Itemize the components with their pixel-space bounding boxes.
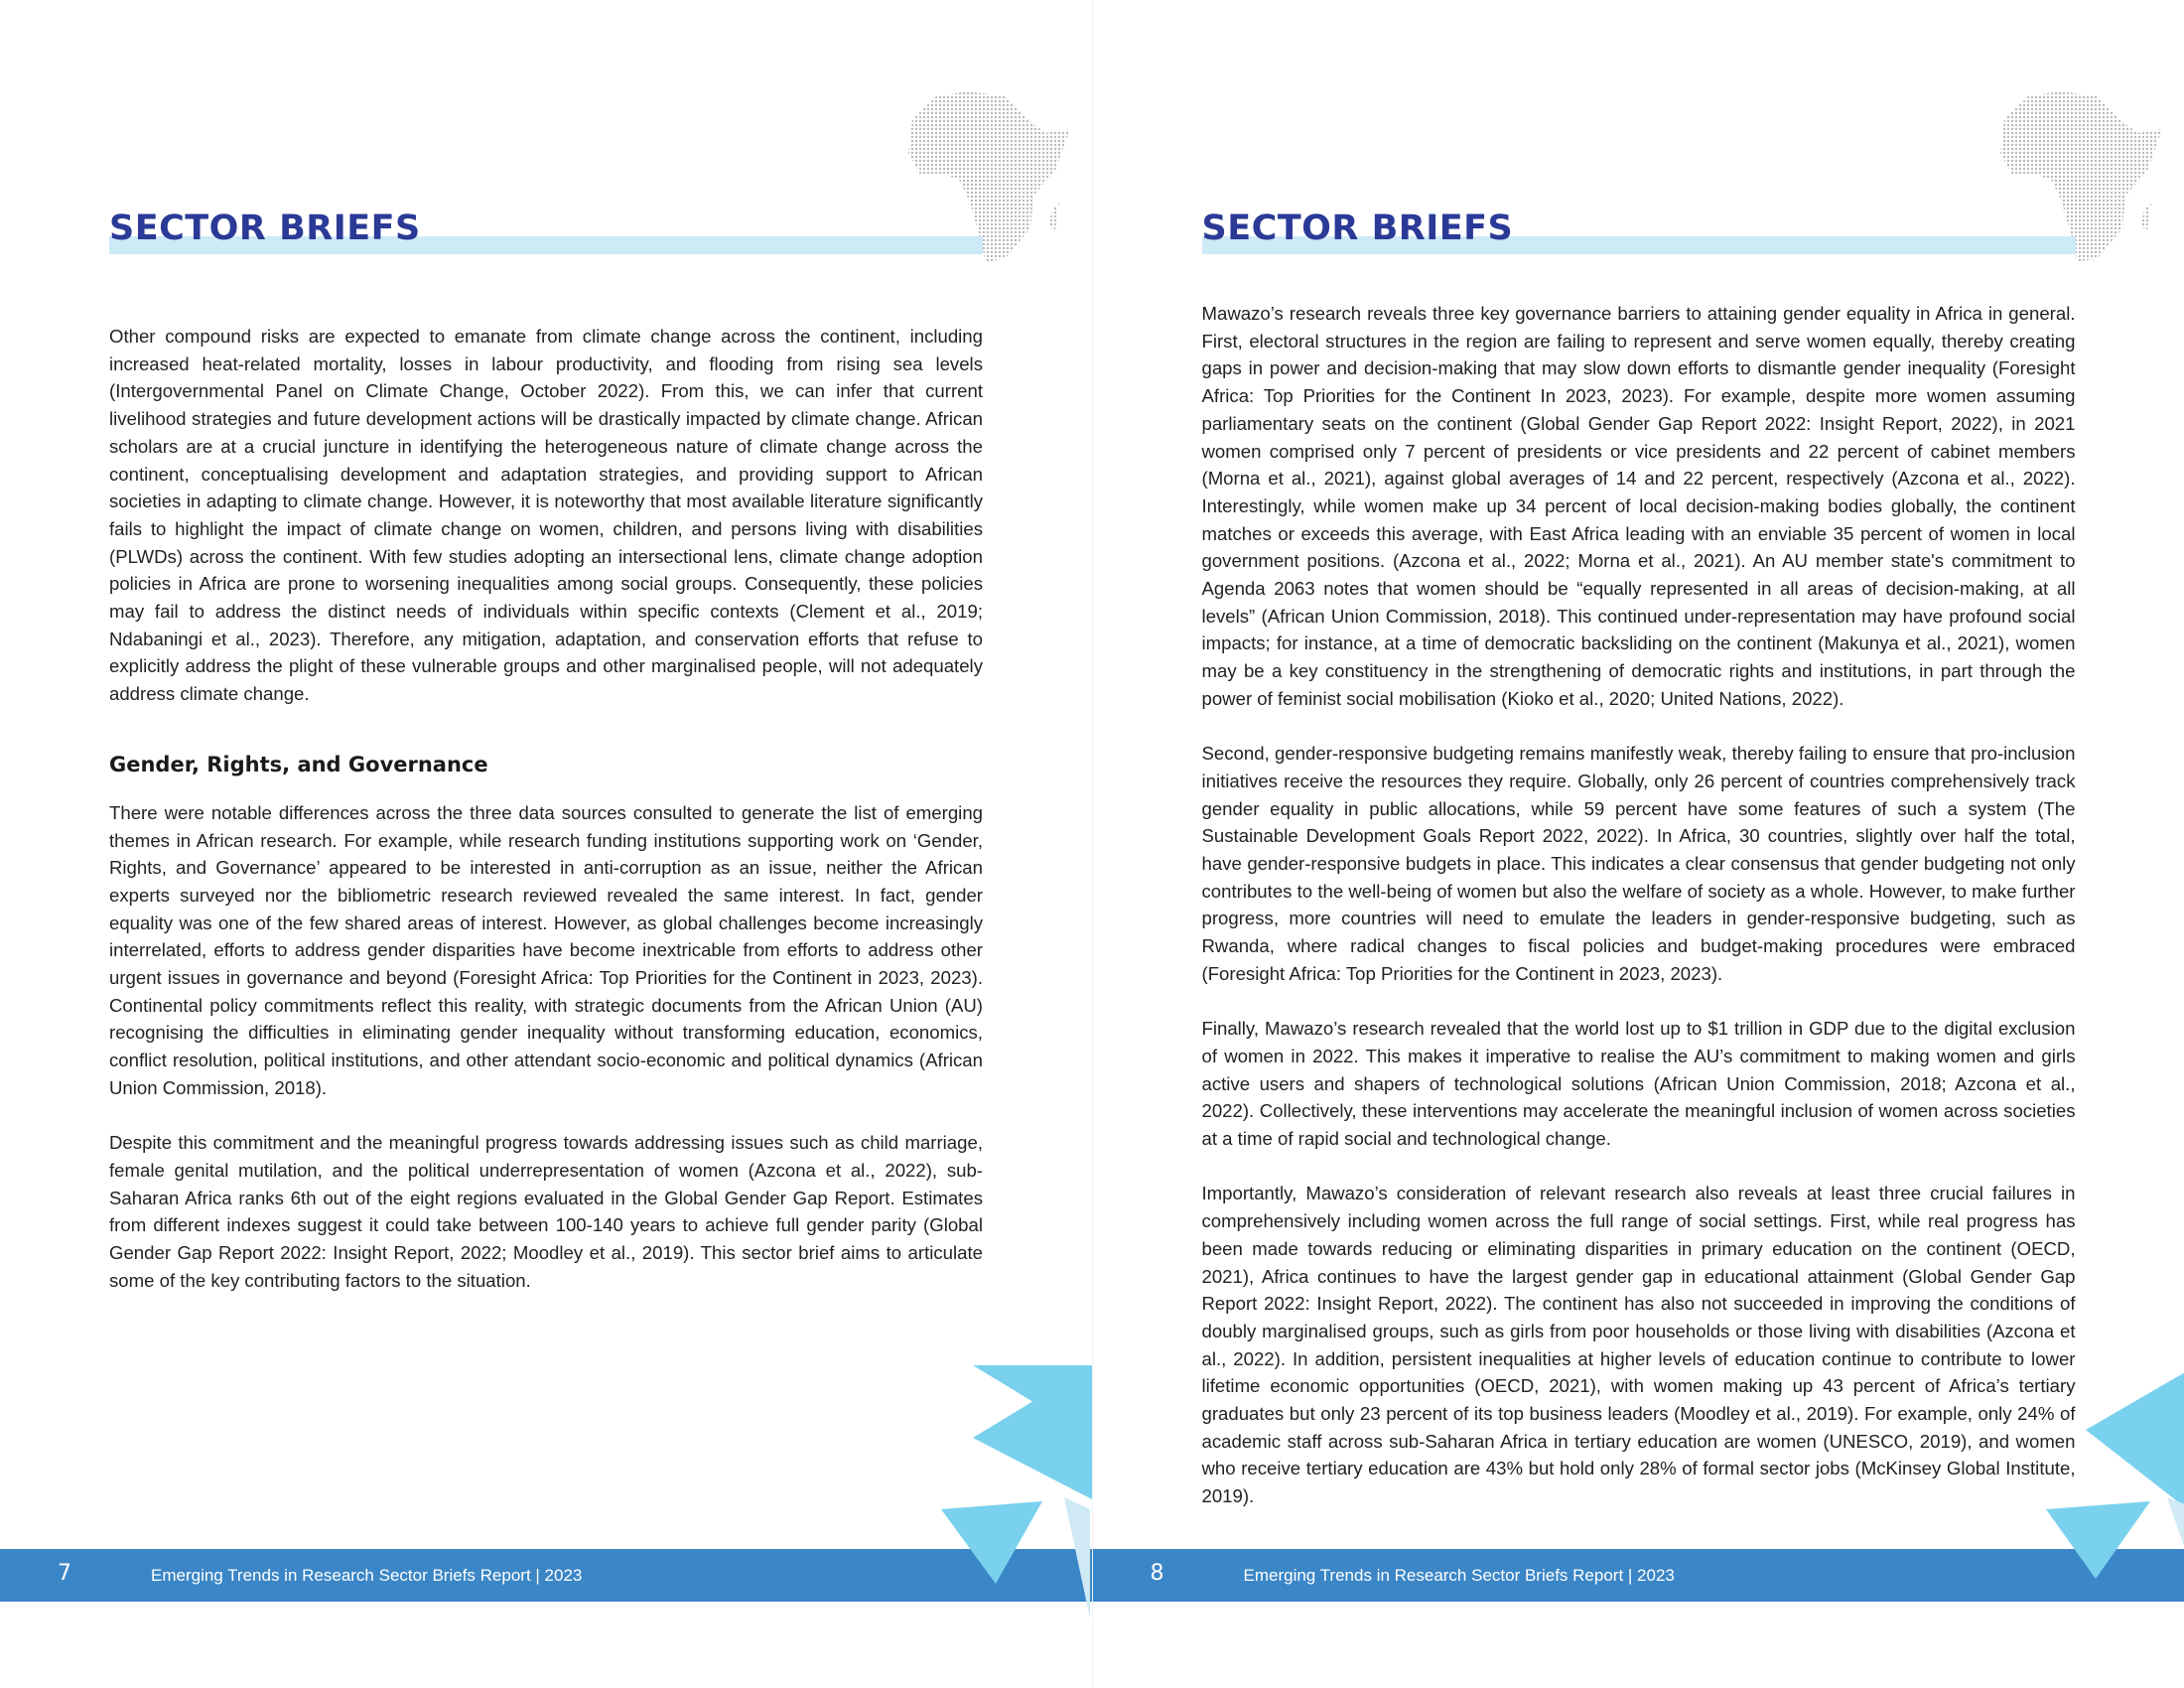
body-paragraph: Mawazo’s research reveals three key governance barriers to attaining gender equality in Africa in general. First, electoral structures in the region are failing to represent and serve women equally, thereby creating gaps in power and decision-making that may slow down efforts to dismantle gender inequality (Foresight Africa: Top Priorities for the Continent In 2023, 2023). For example, despite more women assuming parliamentary seats on the continent (Global Gender Gap Report 2022: Insight Report, 2022), in 2021 women comprised only 7 percent of presidents or vice presidents and 22 percent of cabinet members (Morna et al., 2021), against global averages of 14 and 22 percent, respectively (Azcona et al., 2022). Interestingly, while women make up 34 percent of local decision-making bodies globally, the continent matches or exceeds this average, with East Africa leading with an enviable 35 percent of women in local government positions. (Azcona et al., 2022; Morna et al., 2021). An AU member state's commitment to Agenda 2063 notes that women should be “equally represented in all areas of decision-making, at all levels” (African Union Commission, 2018). This continued under-representation may have profound social impacts; for instance, at a time of democratic backsliding on the continent (Makunya et al., 2021), women may be a key constituency in the strengthening of democratic rights and institutions, in part through the power of feminist social mobilisation (Kioko et al., 2020; United Nations, 2022). — [1201, 303, 2076, 709]
body-paragraph: Finally, Mawazo’s research revealed that the world lost up to $1 trillion in GDP due to the digital exclusion of women in 2022. This makes it imperative to realise the AU’s commitment to making women and girls active users and shapers of technological solutions (African Union Commission, 2018; Azcona et al., 2022). Collectively, these interventions may accelerate the meaningful inclusion of women across societies at a time of rapid social and technological change. — [1201, 1018, 2076, 1150]
body-paragraph: There were notable differences across the three data sources consulted to generate the list of emerging themes in African research. For example, while research funding institutions supporting work on ‘Gender, Rights, and Governance’ appeared to be interested in anti-corruption as an issue, neither the African experts surveyed nor the bibliometric research reviewed revealed the same interest. In fact, gender equality was one of the few shared areas of interest. However, as global challenges become increasingly interrelated, efforts to address gender disparities have become inextricable from efforts to address other urgent issues in governance and beyond (Foresight Africa: Top Priorities for the Continent in 2023, 2023). Continental policy commitments reflect this reality, with strategic documents from the African Union (AU) recognising the difficulties in eliminating gender inequality without transforming education, economics, conflict resolution, political institutions, and other attendant socio-economic and political dynamics (African Union Commission, 2018). — [109, 801, 983, 1098]
footer-text: Emerging Trends in Research Sector Briefs Report | 2023 — [1243, 1566, 1675, 1585]
body-paragraph: Other compound risks are expected to emanate from climate change across the continent, including increased heat-related mortality, losses in labour productivity, and flooding from rising sea levels (Intergovernmental Panel on Climate Change, October 2022). From this, we can infer that current livelihood strategies and future development actions will be drastically impacted by climate change. African scholars are at a crucial juncture in identifying the heterogeneous nature of climate change across the continent, conceptualising development and adaptation strategies, and providing support to African societies in adapting to climate change. However, it is noteworthy that most available literature significantly fails to highlight the impact of climate change on women, children, and persons living with disabilities (PLWDs) across the continent. With few studies adopting an intersectional lens, climate change adoption policies in Africa are prone to worsening inequalities among social groups. Consequently, these policies may fail to address the distinct needs of individuals within specific contexts (Clement et al., 2019; Ndabaningi et al., 2023). Therefore, any mitigation, adaptation, and conservation efforts that refuse to explicitly address the plight of these vulnerable groups and other marginalised people, will not adequately address climate change. — [109, 326, 983, 705]
section-title: SECTOR BRIEFS — [1201, 209, 1514, 248]
page-body — [1202, 300, 2076, 1538]
triangle-shape — [973, 1365, 1092, 1438]
footer-text: Emerging Trends in Research Sector Briefs Report | 2023 — [151, 1566, 583, 1585]
body-paragraph: Second, gender-responsive budgeting remains manifestly weak, thereby failing to ensure that pro-inclusion initiatives receive the resources they require. Globally, only 26 percent of countries comprehensively track gender equality in public allocations, while 59 percent have some features of such a system (The Sustainable Development Goals Report 2022, 2022). In Africa, 30 countries, slightly over half the total, have gender-responsive budgets in place. This indicates a clear consensus that gender budgeting not only contributes to the well-being of women but also the welfare of society as a whole. However, to make further progress, more countries will need to emulate the leaders in gender-responsive budgeting, such as Rwanda, where radical changes to fiscal policies and budget-making procedures were embraced (Foresight Africa: Top Priorities for the Continent in 2023, 2023). — [1201, 743, 2076, 984]
body-paragraph: Despite this commitment and the meaningful progress towards addressing issues such as child marriage, female genital mutilation, and the political underrepresentation of women (Azcona et al., 2022), sub-Saharan Africa ranks 6th out of the eight regions evaluated in the Global Gender Gap Report. Estimates from different indexes suggest it could take between 100-140 years to achieve full gender parity (Global Gender Gap Report 2022: Insight Report, 2022; Moodley et al., 2019). This sector brief aims to articulate some of the key contributing factors to the situation. — [109, 1132, 983, 1291]
section-title: SECTOR BRIEFS — [109, 209, 421, 248]
page-number: 8 — [1150, 1561, 1164, 1586]
page-right — [1092, 0, 2184, 1688]
subheading: Gender, Rights, and Governance — [109, 752, 488, 776]
page-body — [109, 323, 983, 1322]
body-paragraph: Importantly, Mawazo’s consideration of relevant research also reveals at least three crucial failures in comprehensively including women across the full range of social settings. First, while real progress has been made towards reducing or eliminating disparities in primary education on the continent (OECD, 2021), Africa continues to have the largest gender gap in educational attainment (Global Gender Gap Report 2022: Insight Report, 2022). The continent has also not succeeded in improving the conditions of doubly marginalised groups, such as girls from poor households or those living with disabilities (Azcona et al., 2022). In addition, persistent inequalities at higher levels of education continue to contribute to lower lifetime economic opportunities (OECD, 2021), with women making up 43 percent of Africa’s tertiary graduates but only 23 percent of its top business leaders (Moodley et al., 2019). For example, only 24% of academic staff across sub-Saharan Africa in tertiary education are women (UNESCO, 2019), and women who receive tertiary education are 43% but hold only 28% of formal sector jobs (McKinsey Global Institute, 2019). — [1201, 1183, 2076, 1507]
page-number: 7 — [58, 1561, 71, 1586]
